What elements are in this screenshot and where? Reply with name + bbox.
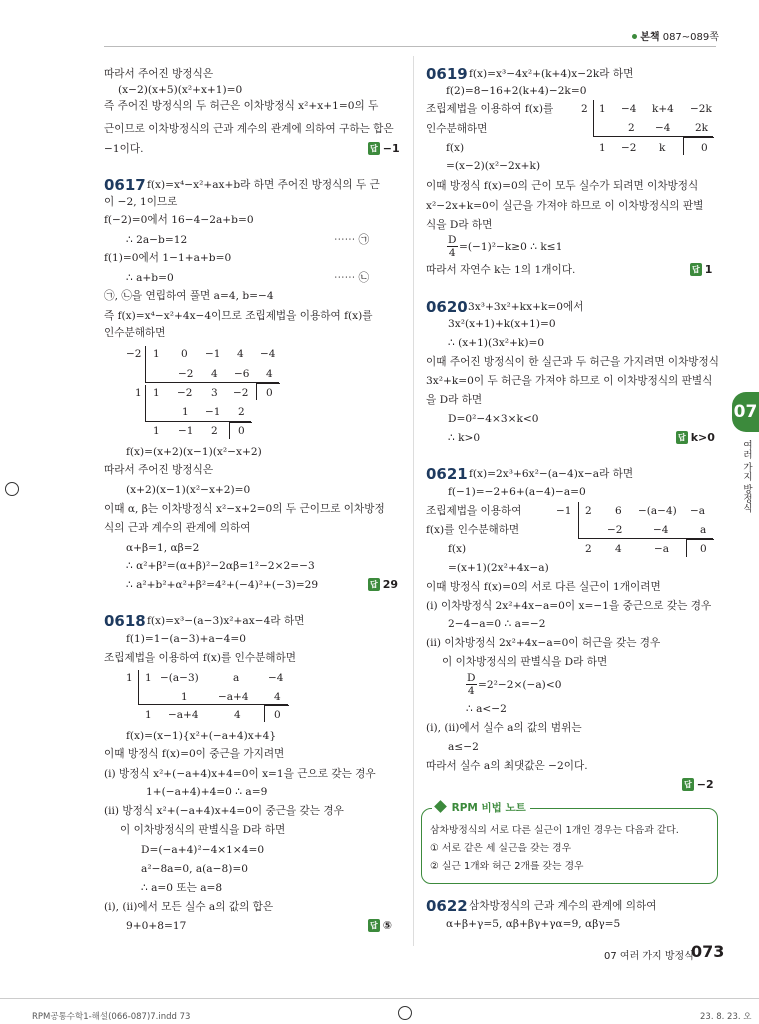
remainder-box (229, 422, 252, 439)
bullet-icon (632, 34, 637, 39)
fraction-d-over-4: $\frac{D}{4}$ (448, 234, 457, 259)
answer-badge: 답 1 (692, 263, 713, 276)
synth-divider (145, 346, 146, 382)
synth-divider (578, 502, 579, 538)
fraction-d-over-4: $\frac{D}{4}$ (467, 672, 476, 697)
footer-chapter: 07 여러 가지 방정식 (604, 951, 694, 962)
pencil-icon (434, 800, 447, 813)
problem-number: 0621 (426, 465, 468, 483)
chapter-tab-label: 여러 가지 방정식 (741, 440, 752, 513)
synth-divider (138, 670, 139, 704)
remainder-box (264, 705, 289, 722)
problem-number: 0622 (426, 897, 468, 915)
problem-number: 0620 (426, 298, 468, 316)
file-info: RPM공통수학1-해설(066-087)7.indd 73 (32, 1012, 191, 1022)
synth-divider (593, 100, 594, 136)
chapter-tab: 07 (732, 392, 759, 432)
synth-divider (145, 385, 146, 421)
answer-badge: 답 k>0 (678, 431, 715, 444)
remainder-box (256, 383, 280, 400)
page-reference: 본책 087~089쪽 (632, 28, 719, 43)
problem-number: 0619 (426, 65, 468, 83)
print-date: 23. 8. 23. 오 (700, 1012, 752, 1022)
rpm-note-title: RPM 비법 노트 (432, 800, 530, 815)
answer-badge: 답 ⑤ (370, 919, 393, 932)
column-divider (413, 56, 414, 946)
problem-number: 0617 (104, 176, 146, 194)
remainder-box (686, 539, 714, 557)
answer-badge: 답 −2 (684, 778, 714, 791)
problem-number: 0618 (104, 612, 146, 630)
registration-mark-icon (5, 482, 19, 496)
top-rule (104, 46, 716, 47)
remainder-box (683, 137, 714, 155)
answer-badge: 답 −1 (370, 142, 400, 155)
answer-badge: 답 29 (370, 578, 399, 591)
registration-mark-icon (398, 1006, 412, 1020)
page-number: 073 (691, 942, 725, 961)
bottom-rule (0, 998, 759, 999)
